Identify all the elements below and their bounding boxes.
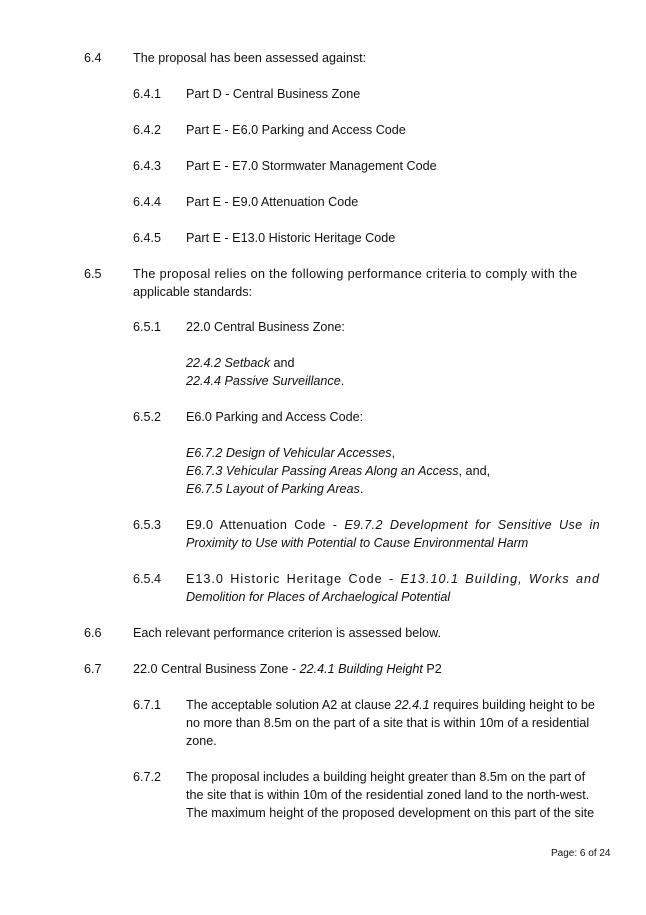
criterion-ref: 22.4.4 Passive Surveillance. xyxy=(186,374,345,388)
subclause-text: 22.0 Central Business Zone: xyxy=(186,320,345,334)
subclause-text: The maximum height of the proposed development on this part of the site xyxy=(186,806,595,820)
clause-text: applicable standards: xyxy=(133,285,253,299)
clause-text: Each relevant performance criterion is assessed below. xyxy=(133,626,441,640)
criterion-ref: E6.7.2 Design of Vehicular Accesses, xyxy=(186,446,396,460)
subclause-number: 6.5.2 xyxy=(133,410,162,424)
subclause-text: Demolition for Places of Archaelogical Potential xyxy=(186,590,451,604)
criterion-ref: E6.7.5 Layout of Parking Areas. xyxy=(186,482,364,496)
subclause-text: E6.0 Parking and Access Code: xyxy=(186,410,364,424)
page-number-footer: Page: 6 of 24 xyxy=(551,848,611,859)
subclause-text: Part E - E7.0 Stormwater Management Code xyxy=(186,159,437,173)
clause-text: The proposal has been assessed against: xyxy=(133,51,367,65)
subclause-number: 6.4.4 xyxy=(133,195,162,209)
subclause-text: E13.0 Historic Heritage Code - E13.10.1 Building, Works and xyxy=(186,572,600,586)
clause-number: 6.4 xyxy=(84,51,102,65)
subclause-text: zone. xyxy=(186,734,217,748)
clause-number: 6.7 xyxy=(84,662,102,676)
subclause-number: 6.5.4 xyxy=(133,572,162,586)
subclause-number: 6.4.5 xyxy=(133,231,162,245)
subclause-text: The proposal includes a building height greater than 8.5m on the part of xyxy=(186,770,586,784)
subclause-text: E9.0 Attenuation Code - E9.7.2 Development for Sensitive Use in xyxy=(186,518,600,532)
criterion-ref: 22.4.2 Setback and xyxy=(186,356,295,370)
subclause-number: 6.7.1 xyxy=(133,698,162,712)
subclause-number: 6.5.1 xyxy=(133,320,162,334)
clause-text: 22.0 Central Business Zone - 22.4.1 Building Height P2 xyxy=(133,662,442,676)
subclause-text: no more than 8.5m on the part of a site that is within 10m of a residential xyxy=(186,716,590,730)
clause-number: 6.5 xyxy=(84,267,102,281)
subclause-number: 6.5.3 xyxy=(133,518,162,532)
subclause-number: 6.7.2 xyxy=(133,770,162,784)
subclause-text: Part D - Central Business Zone xyxy=(186,87,361,101)
clause-text: The proposal relies on the following performance criteria to comply with the xyxy=(133,267,578,281)
subclause-text: Part E - E6.0 Parking and Access Code xyxy=(186,123,406,137)
subclause-text: the site that is within 10m of the residential zoned land to the north-west. xyxy=(186,788,590,802)
subclause-text: The acceptable solution A2 at clause 22.4.1 requires building height to be xyxy=(186,698,595,712)
subclause-number: 6.4.3 xyxy=(133,159,162,173)
subclause-text: Proximity to Use with Potential to Cause Environmental Harm xyxy=(186,536,529,550)
clause-number: 6.6 xyxy=(84,626,102,640)
subclause-text: Part E - E13.0 Historic Heritage Code xyxy=(186,231,396,245)
subclause-number: 6.4.1 xyxy=(133,87,162,101)
criterion-ref: E6.7.3 Vehicular Passing Areas Along an Access, and, xyxy=(186,464,491,478)
subclause-number: 6.4.2 xyxy=(133,123,162,137)
subclause-text: Part E - E9.0 Attenuation Code xyxy=(186,195,359,209)
